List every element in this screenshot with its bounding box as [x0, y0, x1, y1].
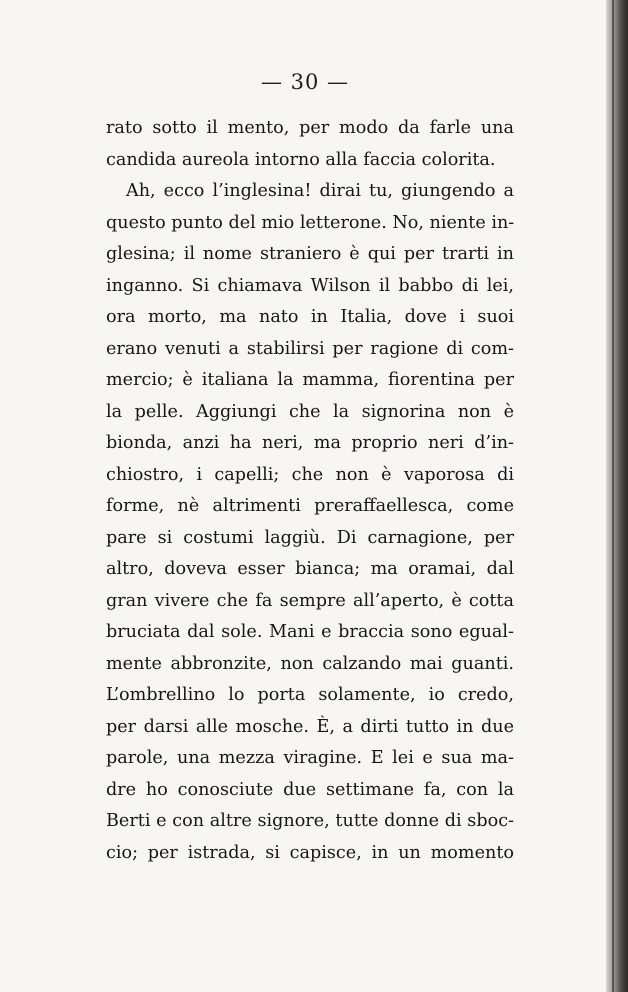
page-binding-edge: [612, 0, 614, 992]
text-line: Berti e con altre signore, tutte donne di sboc-: [106, 811, 514, 831]
text-line: dre ho conosciute due settimane fa, con la: [106, 779, 514, 800]
body-text: [106, 113, 514, 869]
text-line: ora morto, ma nato in Italia, dove i suoi: [106, 307, 514, 327]
text-line: altro, doveva esser bianca; ma oramai, dal: [106, 559, 514, 579]
text-line: bionda, anzi ha neri, ma proprio neri d’in-: [106, 433, 514, 453]
text-line: mente abbronzite, non calzando mai guanti.: [106, 653, 514, 674]
page-binding-shadow: [606, 0, 628, 992]
text-line: chiostro, i capelli; che non è vaporosa di: [106, 464, 514, 485]
page-number: — 30 —: [260, 70, 350, 94]
text-line: forme, nè altrimenti preraffaellesca, come: [106, 496, 514, 516]
text-line: L’ombrellino lo porta solamente, io credo,: [106, 685, 514, 705]
text-line: Ah, ecco l’inglesina! dirai tu, giungendo a: [126, 181, 514, 201]
text-line: questo punto del mio letterone. No, niente in-: [106, 212, 515, 233]
text-line: erano venuti a stabilirsi per ragione di com-: [106, 338, 514, 359]
text-line: la pelle. Aggiungi che la signorina non è: [106, 401, 514, 422]
text-line: pare si costumi laggiù. Di carnagione, per: [106, 527, 514, 548]
text-line: parole, una mezza viragine. E lei e sua ma-: [106, 748, 514, 768]
text-line: candida aureola intorno alla faccia colorita.: [106, 149, 496, 170]
text-line: rato sotto il mento, per modo da farle una: [106, 118, 514, 138]
text-line: cio; per istrada, si capisce, in un momento: [106, 842, 514, 863]
text-line: inganno. Si chiamava Wilson il babbo di lei,: [106, 275, 514, 296]
text-line: glesina; il nome straniero è qui per trarti in: [106, 244, 514, 264]
text-line: mercio; è italiana la mamma, fiorentina per: [106, 370, 514, 390]
text-line: bruciata dal sole. Mani e braccia sono egual-: [106, 622, 514, 642]
text-line: gran vivere che fa sempre all’aperto, è cotta: [106, 590, 514, 611]
text-line: per darsi alle mosche. È, a dirti tutto in due: [106, 716, 514, 737]
